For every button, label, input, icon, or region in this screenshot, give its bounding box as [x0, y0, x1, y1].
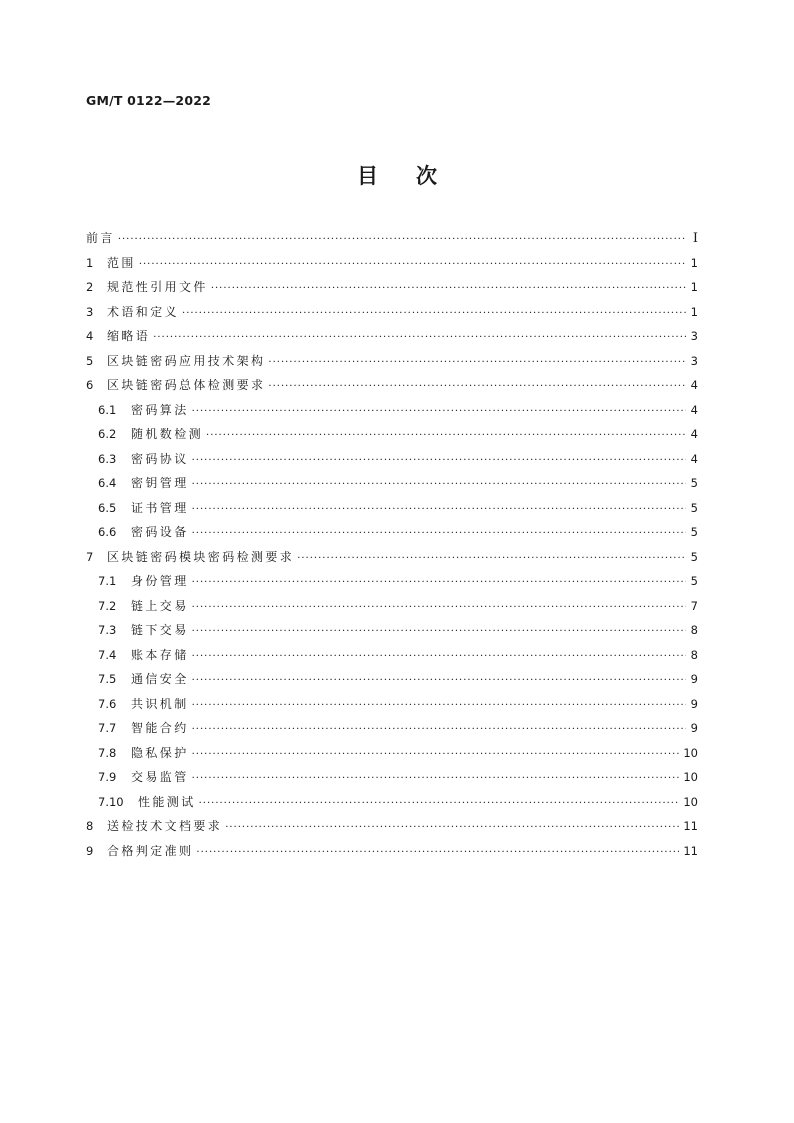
toc-entry-number: 1 [86, 255, 94, 270]
toc-entry-title: 共识机制 [131, 696, 189, 711]
toc-entry-page: 10 [683, 794, 698, 809]
toc-entry-number: 7.9 [98, 770, 117, 784]
toc-entry-number: 7.3 [98, 623, 117, 637]
toc-entry-title: 区块链密码模块密码检测要求 [107, 549, 295, 564]
toc-entry[interactable] [86, 373, 698, 398]
toc-entry-title: 范围 [107, 255, 136, 270]
toc-dot-leader [199, 792, 680, 817]
toc-entry[interactable] [86, 471, 698, 496]
toc-entry-title: 链下交易 [131, 623, 189, 637]
toc-entry-number: 7.7 [98, 721, 117, 735]
toc-entry[interactable] [86, 618, 698, 643]
toc-entry-number: 7.10 [98, 794, 124, 809]
toc-entry[interactable] [86, 692, 698, 717]
toc-entry-page: I [692, 231, 698, 246]
toc-entry-title: 身份管理 [131, 574, 189, 588]
toc-entry-title: 合格判定准则 [107, 843, 194, 858]
toc-entry[interactable] [86, 667, 698, 692]
toc-entry-page: 10 [683, 745, 698, 760]
toc-entry[interactable] [86, 594, 698, 619]
toc-entry-page: 11 [683, 819, 698, 833]
toc-entry-number: 8 [86, 819, 94, 833]
toc-entry-number: 4 [86, 329, 94, 343]
toc-entry[interactable] [86, 398, 698, 423]
toc-entry[interactable] [86, 569, 698, 594]
toc-entry-page: 1 [690, 280, 698, 294]
toc-entry[interactable] [86, 839, 698, 864]
toc-entry-title: 密钥管理 [131, 476, 189, 490]
toc-entry-number: 3 [86, 304, 94, 319]
document-id: GM/T 0122—2022 [86, 93, 212, 108]
toc-entry-page: 9 [690, 696, 698, 711]
toc-entry-title: 通信安全 [131, 672, 189, 686]
toc-entry-title: 缩略语 [107, 329, 151, 343]
page-title: 目次 [357, 164, 475, 188]
toc-dot-leader [192, 449, 686, 474]
toc-entry-number: 6.2 [98, 427, 117, 441]
toc-dot-leader [192, 645, 686, 670]
toc-entry[interactable] [86, 349, 698, 374]
toc-entry-page: 7 [690, 598, 698, 613]
toc-entry[interactable] [86, 643, 698, 668]
toc-entry[interactable] [86, 251, 698, 276]
toc-entry-page: 8 [690, 647, 698, 662]
toc-dot-leader [192, 767, 680, 792]
toc-entry-title: 规范性引用文件 [107, 280, 208, 294]
toc-entry-title: 送检技术文档要求 [107, 819, 223, 833]
toc-dot-leader [182, 302, 686, 327]
toc-entry-number: 5 [86, 353, 94, 368]
toc-entry-title: 前言 [86, 231, 115, 245]
toc-entry-number: 6.5 [98, 500, 117, 515]
toc-entry-page: 8 [690, 623, 698, 637]
toc-entry-number: 9 [86, 843, 94, 858]
toc-entry-page: 5 [690, 549, 698, 564]
toc-entry-number: 6 [86, 378, 94, 392]
toc-entry-title: 性能测试 [138, 794, 196, 809]
toc-entry-title: 术语和定义 [107, 304, 180, 319]
toc-entry-page: 5 [690, 476, 698, 490]
toc-entry[interactable] [86, 790, 698, 815]
toc-dot-leader [196, 841, 679, 866]
toc-entry-title: 账本存储 [131, 647, 189, 662]
toc-entry[interactable] [86, 520, 698, 545]
toc-entry[interactable] [86, 300, 698, 325]
toc-dot-leader [192, 400, 686, 425]
toc-entry-title: 随机数检测 [131, 427, 204, 441]
toc-entry[interactable] [86, 545, 698, 570]
toc-entry-page: 11 [683, 843, 698, 858]
toc-entry-number: 2 [86, 280, 94, 294]
toc-entry-title: 区块链密码总体检测要求 [107, 378, 266, 392]
toc-entry-page: 3 [690, 353, 698, 368]
toc-dot-leader [192, 571, 686, 596]
toc-entry-number: 6.1 [98, 402, 117, 417]
toc-entry-number: 6.3 [98, 451, 117, 466]
toc-dot-leader [268, 351, 686, 376]
toc-entry-page: 9 [690, 672, 698, 686]
toc-dot-leader [225, 816, 679, 841]
toc-entry-number: 7.1 [98, 574, 117, 588]
toc-entry-number: 7.8 [98, 745, 117, 760]
toc-entry-title: 密码协议 [131, 451, 189, 466]
toc-entry-page: 5 [690, 574, 698, 588]
toc-dot-leader [192, 669, 686, 694]
toc-dot-leader [206, 424, 686, 449]
toc-entry[interactable] [86, 765, 698, 790]
toc-entry-number: 6.6 [98, 525, 117, 539]
toc-dot-leader [139, 253, 686, 278]
toc-entry-number: 7.4 [98, 647, 117, 662]
toc-entry-number: 7.5 [98, 672, 117, 686]
toc-entry[interactable] [86, 814, 698, 839]
toc-dot-leader [211, 277, 686, 302]
toc-entry[interactable] [86, 324, 698, 349]
toc-entry-page: 1 [690, 255, 698, 270]
toc-entry-title: 密码设备 [131, 525, 189, 539]
toc-entry[interactable] [86, 275, 698, 300]
toc-dot-leader [192, 694, 686, 719]
toc-entry[interactable] [86, 422, 698, 447]
toc-entry[interactable] [86, 447, 698, 472]
toc-entry-title: 证书管理 [131, 500, 189, 515]
toc-entry-title: 交易监管 [131, 770, 189, 784]
toc-entry-number: 7 [86, 549, 94, 564]
toc-entry[interactable] [86, 226, 698, 251]
toc-entry-page: 9 [690, 721, 698, 735]
toc-entry-page: 10 [683, 770, 698, 784]
toc-dot-leader [192, 498, 686, 523]
toc-entry-number: 7.2 [98, 598, 117, 613]
toc-dot-leader [192, 596, 686, 621]
toc-dot-leader [192, 743, 680, 768]
toc-dot-leader [192, 522, 686, 547]
toc-entry-page: 5 [690, 525, 698, 539]
toc-entry[interactable] [86, 716, 698, 741]
toc-dot-leader [153, 326, 686, 351]
toc-entry-title: 隐私保护 [131, 745, 189, 760]
toc-entry-page: 5 [690, 500, 698, 515]
toc-dot-leader [192, 718, 686, 743]
toc-entry[interactable] [86, 496, 698, 521]
toc-entry-title: 区块链密码应用技术架构 [107, 353, 266, 368]
toc-entry-page: 4 [690, 451, 698, 466]
toc-entry-page: 4 [690, 378, 698, 392]
toc-entry-page: 4 [690, 402, 698, 417]
toc-dot-leader [268, 375, 686, 400]
toc-entry-title: 密码算法 [131, 402, 189, 417]
toc-dot-leader [297, 547, 686, 572]
table-of-contents [86, 226, 698, 863]
toc-dot-leader [192, 620, 686, 645]
toc-entry-number: 7.6 [98, 696, 117, 711]
toc-entry-title: 链上交易 [131, 598, 189, 613]
toc-entry[interactable] [86, 741, 698, 766]
toc-dot-leader [118, 228, 686, 253]
toc-entry-number: 6.4 [98, 476, 117, 490]
toc-entry-page: 3 [690, 329, 698, 343]
toc-entry-page: 4 [690, 427, 698, 441]
toc-dot-leader [192, 473, 686, 498]
toc-entry-page: 1 [690, 304, 698, 319]
toc-entry-title: 智能合约 [131, 721, 189, 735]
